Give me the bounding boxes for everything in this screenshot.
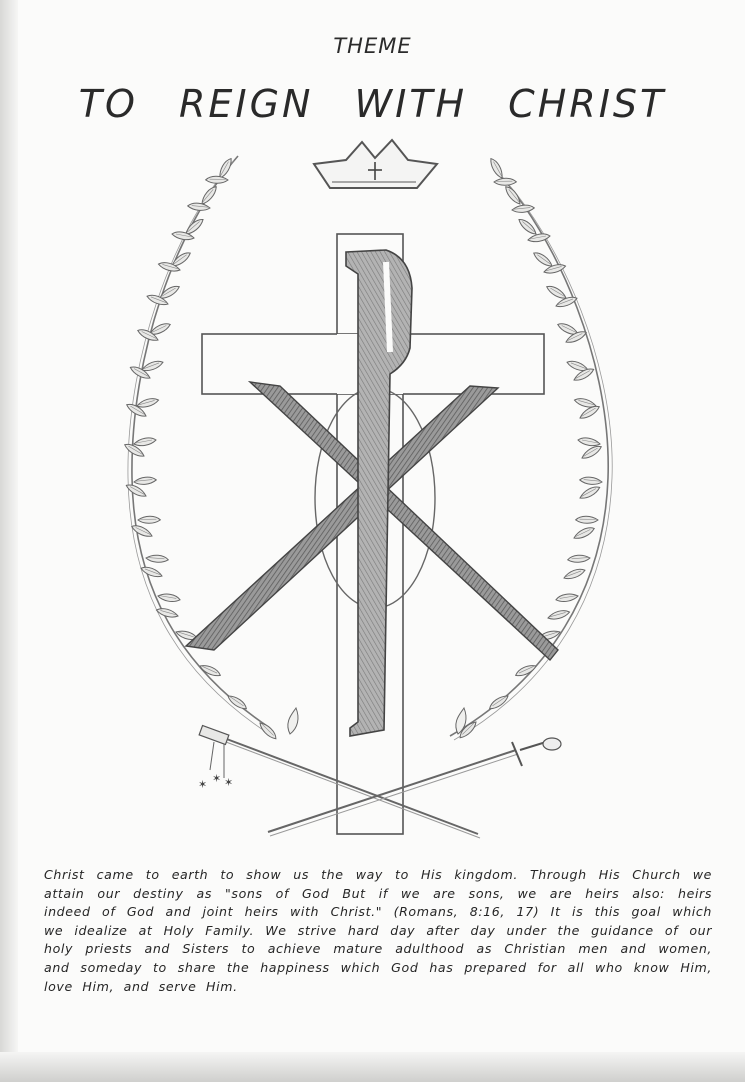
page-title: TO REIGN WITH CHRIST (78, 82, 667, 126)
chi-rho-icon (186, 250, 558, 736)
theme-emblem (120, 138, 640, 843)
svg-text:✶: ✶ (224, 776, 234, 789)
svg-text:✶: ✶ (198, 778, 208, 791)
page-edge-left (0, 0, 18, 1082)
crown-icon (314, 140, 437, 188)
theme-label: THEME (333, 34, 412, 58)
page-edge-bottom (0, 1052, 745, 1082)
svg-text:✶: ✶ (212, 772, 222, 785)
theme-paragraph: Christ came to earth to show us the way to His kingdom. Through His Church we attain our destiny as "sons of God But if we are sons, we are heirs also: heirs indeed of God and joint heirs with Christ." (Romans, 8:16, 17) It is this goal which we idealize at Holy Family. We strive hard day after day under the guidance of our holy priests and Sisters to achieve mature adulthood as Christian men and women, and someday to share the happiness which God has prepared for all who know Him, love Him, and serve Him. (44, 867, 712, 994)
